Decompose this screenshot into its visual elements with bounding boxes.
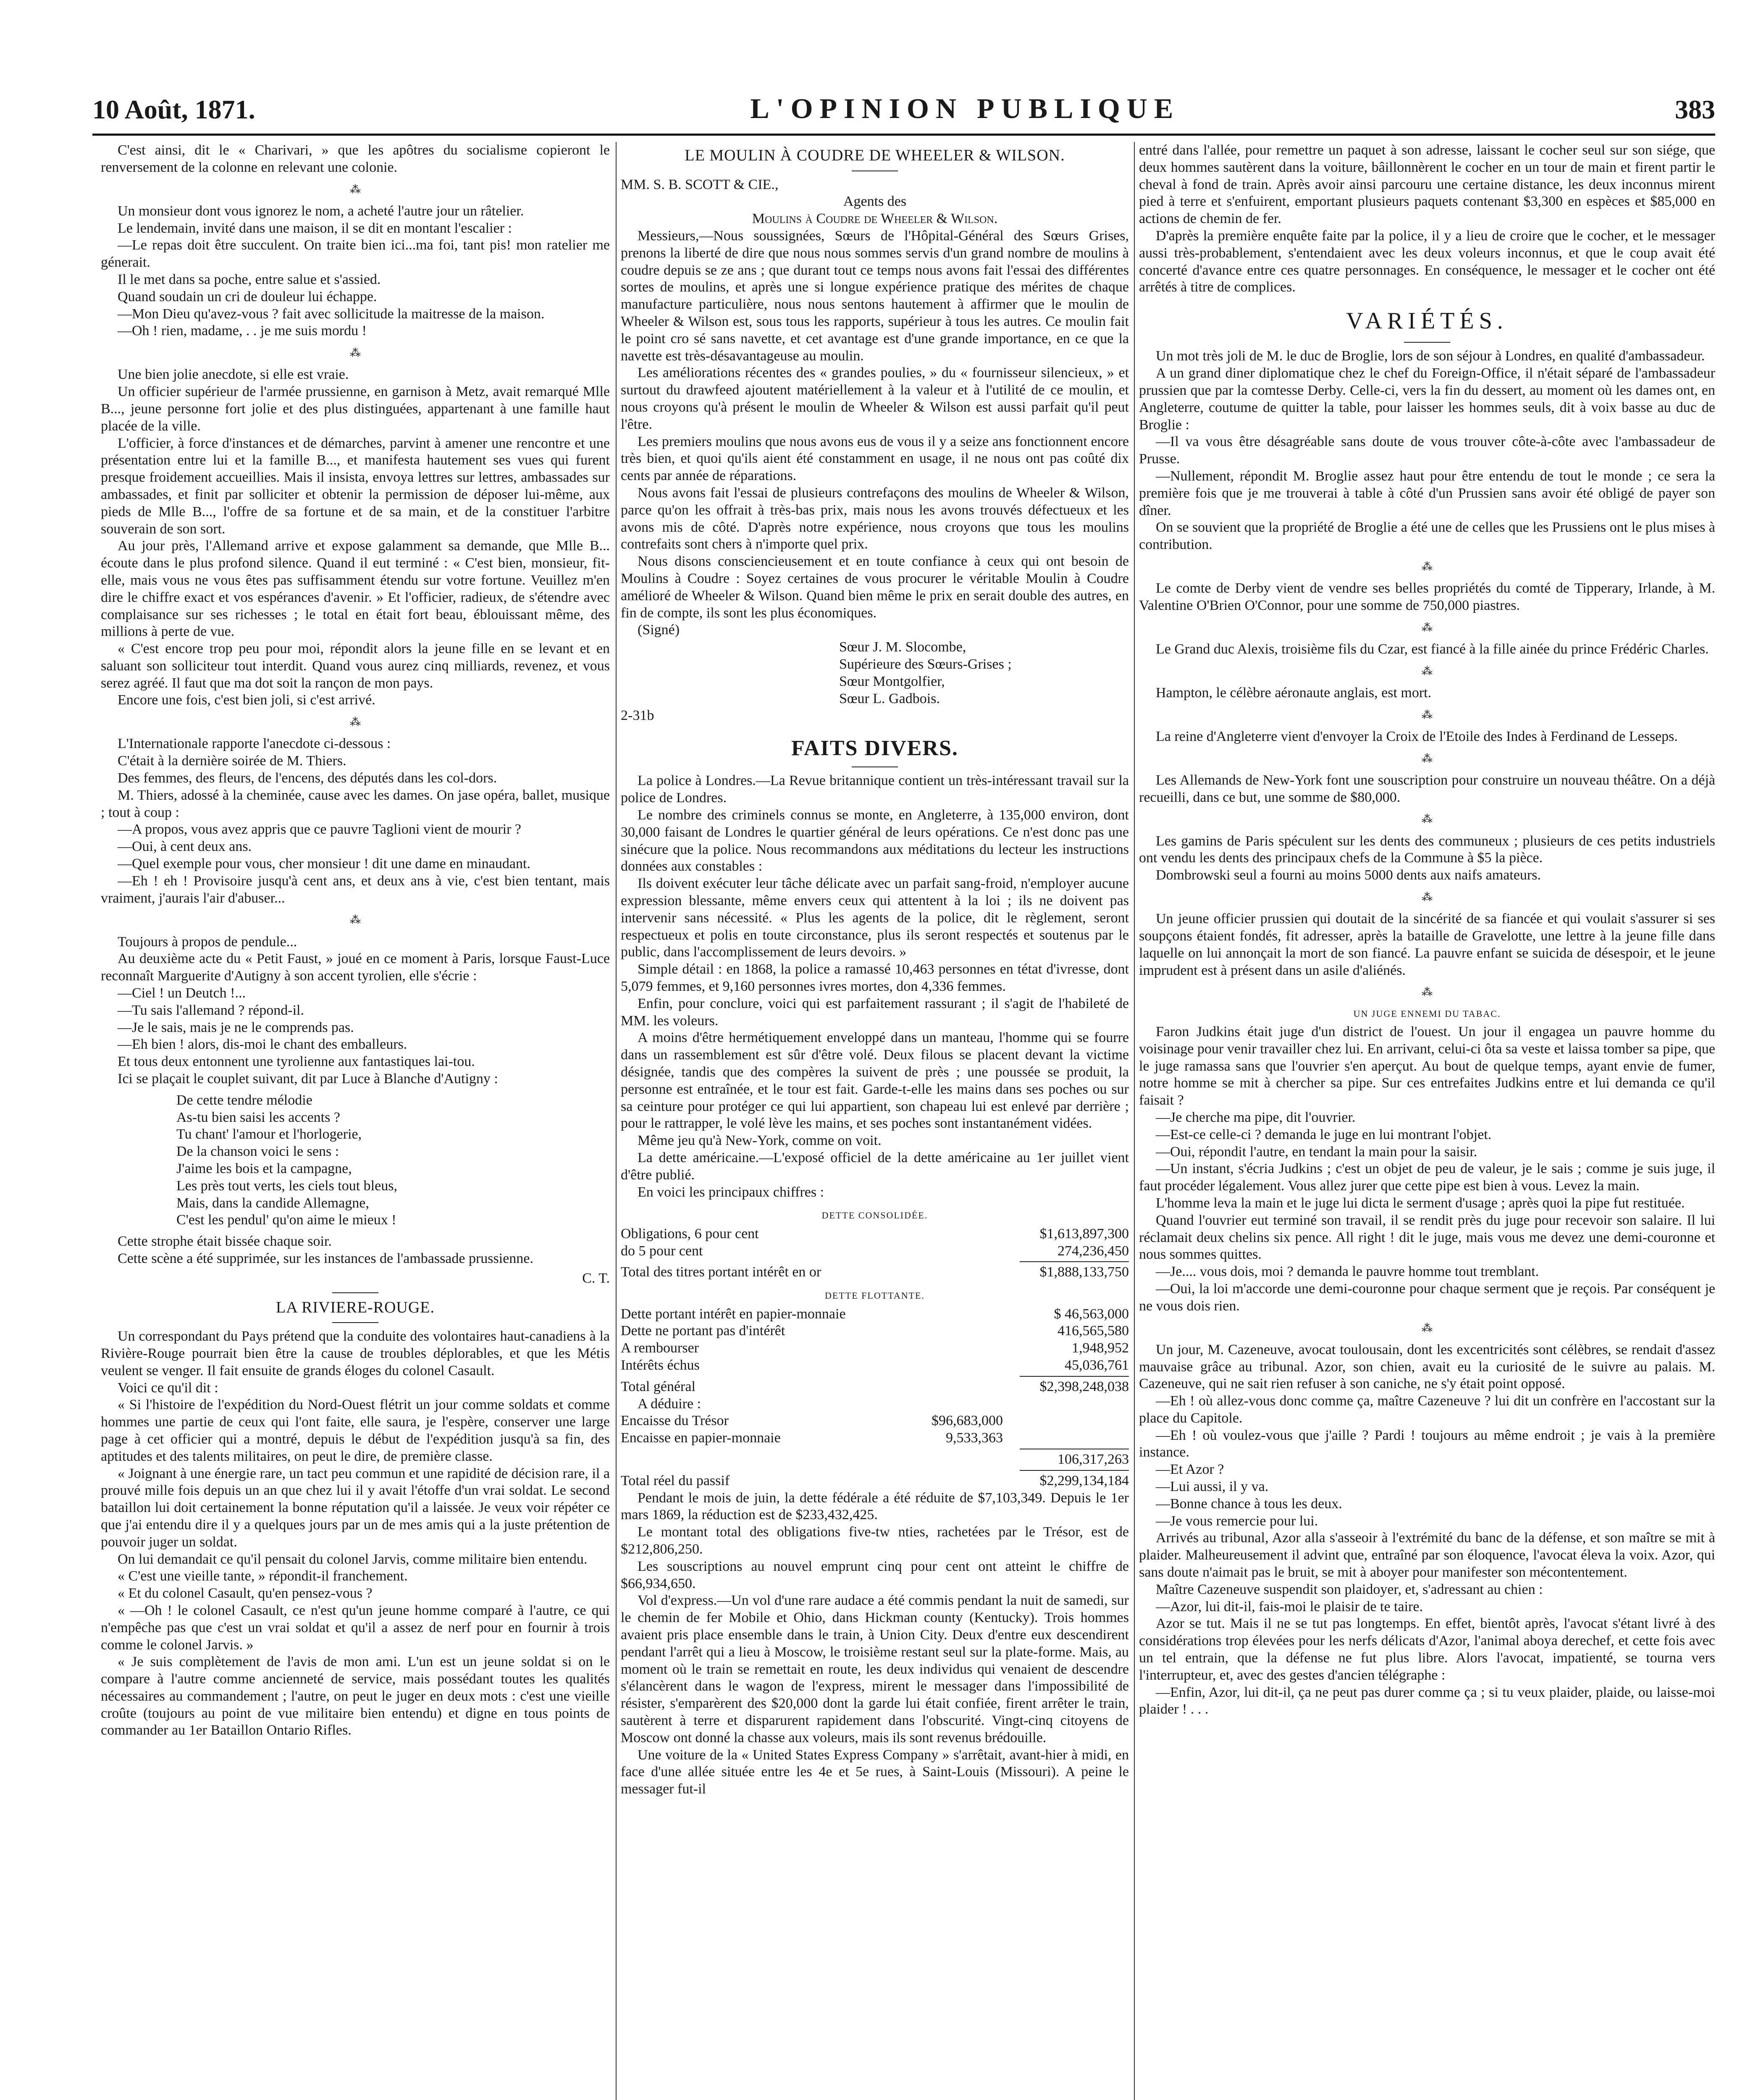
section-separator: ⁂ bbox=[1422, 813, 1433, 826]
paragraph: « Si l'histoire de l'expédition du Nord-Ouest flétrit un jour comme soldats et comme hommes une partie de ceux qui l'ont faite, elle saura, je l'espère, conserver une large page à cet officier qui a montré, depuis le début de l'expédition jusqu'à sa fin, des aptitudes et des talents militaires, on peut le dire, de première classe. bbox=[101, 1397, 610, 1464]
signer: Sœur L. Gadbois. bbox=[839, 690, 940, 706]
paragraph: A déduire : bbox=[638, 1396, 701, 1412]
table-row bbox=[621, 1412, 1003, 1430]
table-title: DETTE CONSOLIDÉE. bbox=[821, 1210, 928, 1221]
paragraph: Faron Judkins était juge d'un district de l'ouest. Un jour il engagea un pauvre homme du voisinage pour venir travailler chez lui. En arrivant, celui-ci ôta sa veste et laissa tomber sa pipe, que le juge ramassa sans que l'ouvrier s'en aperçut. Au bout de quelque temps, ayant envie de fumer, notre homme se mit à chercher sa pipe. Sur ces entrefaites Judkins entre et lui demanda ce qu'il faisait ? bbox=[1139, 1024, 1715, 1108]
sum-rule bbox=[1020, 1470, 1129, 1471]
column-divider bbox=[616, 142, 617, 2100]
ad-reference: 2-31b bbox=[621, 708, 654, 724]
paragraph: Le nombre des criminels connus se monte, en Angleterre, à 135,000 environ, dont 30,000 faisant de Londres le quartier général de leurs opérations. Ce n'est donc pas une sinécure que la police. Nous recommandons aux méditations du lecteur les instructions données aux constables : bbox=[621, 807, 1129, 874]
paragraph: —Est-ce celle-ci ? demanda le juge en lui montrant l'objet. bbox=[1156, 1126, 1492, 1142]
paragraph: L'homme leva la main et le juge lui dicta le serment d'usage ; après quoi la pipe fut restituée. bbox=[1156, 1195, 1685, 1211]
verse-line: C'est les pendul' qu'on aime le mieux ! bbox=[176, 1212, 396, 1228]
verse-line: De cette tendre mélodie bbox=[176, 1092, 312, 1108]
signer: Supérieure des Sœurs-Grises ; bbox=[839, 656, 1012, 672]
paragraph: On se souvient que la propriété de Broglie a été une de celles que les Prussiens ont le plus mises à contribution. bbox=[1139, 520, 1715, 553]
row-value: 274,236,450 bbox=[1058, 1243, 1129, 1259]
paragraph: —Nullement, répondit M. Broglie assez haut pour être entendu de tout le monde ; ce sera la première fois que je me trouverai à table à côté d'un Prussien sans avoir été obligé de payer son dîner. bbox=[1139, 468, 1715, 518]
paragraph: Ils doivent exécuter leur tâche délicate avec un parfait sang-froid, n'employer aucune expression blessante, même envers ceux qui attentent à la loi ; ils ne doivent pas intervenir sans nécessité. « Plus les agents de la police, dit le règlement, seront respectueux et polis en toute circonstance, plus ils seront respectés et soutenus par le public, dans l'accomplissement de leurs devoirs. » bbox=[621, 876, 1129, 960]
table-row bbox=[621, 1226, 1129, 1243]
paragraph: —Mon Dieu qu'avez-vous ? fait avec sollicitude la maitresse de la maison. bbox=[118, 306, 545, 322]
paragraph: « Joignant à une énergie rare, un tact peu commun et une rapidité de décision rare, il a prouvé mille fois depuis un an que chez lui il y avait l'étoffe d'un vrai soldat. Le second bataillon lui doit certainement la bonne réputation qu'il a laissée. Je veux voir répéter ce que j'ai entendu dire il y a quelques jours par un de mes amis qui a la juste prétention de pouvoir juger un soldat. bbox=[101, 1465, 610, 1550]
separator-rule bbox=[332, 1292, 378, 1293]
sum-rule bbox=[1020, 1376, 1129, 1377]
paragraph: On lui demandait ce qu'il pensait du colonel Jarvis, comme militaire bien entendu. bbox=[118, 1551, 588, 1567]
row-value: 416,565,580 bbox=[1058, 1323, 1129, 1339]
verse-line: J'aime les bois et la campagne, bbox=[176, 1160, 352, 1176]
row-value: $ 46,563,000 bbox=[1054, 1306, 1129, 1322]
row-label: Intérêts échus bbox=[621, 1357, 700, 1373]
table-row bbox=[621, 1243, 1129, 1260]
section-separator: ⁂ bbox=[350, 716, 361, 729]
verse-line: Mais, dans la candide Allemagne, bbox=[176, 1195, 369, 1211]
verse-line: De la chanson voici le sens : bbox=[176, 1144, 339, 1160]
section-separator: ⁂ bbox=[350, 914, 361, 927]
paragraph: —Oui, à cent deux ans. bbox=[118, 839, 252, 855]
paragraph: Messieurs,—Nous soussignées, Sœurs de l'Hôpital-Général des Sœurs Grises, prenons la liberté de dire que nous nous sommes servis d'un grand nombre de moulins à coudre depuis se ze ans ; que durant tout ce temps nous avons fait l'essai des différentes sortes de moulins, et après une si longue expérience pratique des mérites de chaque manufacture particulière, nous nous sentons hautement à affirmer que le moulin de Wheeler & Wilson est, sous tous les rapports, supérieur à tous les autres. Ce moulin fait le point cro sé sans navette, et cet avantage est d'une grande importance, en ce que la navette est très-désavantageuse au moulin. bbox=[621, 228, 1129, 364]
paragraph: Enfin, pour conclure, voici qui est parfaitement rassurant ; il s'agit de l'habileté de MM. les voleurs. bbox=[621, 995, 1129, 1029]
paragraph: Au deuxième acte du « Petit Faust, » joué en ce moment à Paris, lorsque Faust-Luce reconnaît Marguerite d'Autigny à son accent tyrolien, elle s'écrie : bbox=[101, 951, 610, 984]
section-title: FAITS DIVERS. bbox=[791, 736, 958, 761]
paragraph: —Azor, lui dit-il, fais-moi le plaisir de te taire. bbox=[1156, 1599, 1423, 1614]
paragraph: Simple détail : en 1868, la police a ramassé 10,463 personnes en tétat d'ivresse, dont 5,079 femmes, et 9,160 personnes ivres mortes, don 4,336 femmes. bbox=[621, 961, 1129, 995]
row-value: 45,036,761 bbox=[1065, 1357, 1129, 1373]
paragraph: Il le met dans sa poche, entre salue et s'assied. bbox=[118, 271, 381, 287]
column-3 bbox=[1139, 142, 1715, 2100]
agents-line: Moulins à Coudre de Wheeler & Wilson. bbox=[752, 211, 998, 227]
paragraph: La police à Londres.—La Revue britannique contient un très-intéressant travail sur la police de Londres. bbox=[621, 773, 1129, 806]
paragraph: « —Oh ! le colonel Casault, ce n'est qu'un jeune homme comparé à l'autre, ce qui n'empêche pas que c'est un vrai soldat et qu'il a assez de nerf pour en fournir à trois comme le colonel Jarvis. » bbox=[101, 1602, 610, 1653]
section-separator: ⁂ bbox=[1422, 709, 1433, 721]
paragraph: Le comte de Derby vient de vendre ses belles propriétés du comté de Tipperary, Irlande, à M. Valentine O'Brien O'Connor, pour une somme de 750,000 piastres. bbox=[1139, 580, 1715, 613]
paragraph: Quand l'ouvrier eut terminé son travail, il se rendit près du juge pour recevoir son salaire. Il lui réclamait deux chelins six pence. All right ! dit le juge, mais vous me devez une demi-couronne et nous sommes quittes. bbox=[1139, 1212, 1715, 1263]
masthead bbox=[92, 86, 1715, 126]
signer: Sœur Montgolfier, bbox=[839, 673, 945, 689]
paragraph: —Je.... vous dois, moi ? demanda le pauvre homme tout tremblant. bbox=[1156, 1264, 1539, 1280]
section-separator: ⁂ bbox=[1422, 752, 1433, 765]
section-separator: ⁂ bbox=[1422, 560, 1433, 573]
paragraph: —Il va vous être désagréable sans doute de vous trouver côte-à-côte avec l'ambassadeur de Prusse. bbox=[1139, 434, 1715, 467]
paragraph: Dombrowski seul a fourni au moins 5000 dents aux naifs amateurs. bbox=[1156, 867, 1541, 883]
paragraph: Même jeu qu'à New-York, comme on voit. bbox=[638, 1133, 882, 1149]
row-label: Encaisse du Trésor bbox=[621, 1413, 729, 1429]
paragraph: Pendant le mois de juin, la dette fédérale a été réduite de $7,103,349. Depuis le 1er mars 1869, la réduction est de $233,432,425. bbox=[621, 1490, 1129, 1523]
paragraph: Nous disons consciencieusement et en toute confiance à ceux qui ont besoin de Moulins à Coudre : Soyez certaines de vous procurer le véritable Moulin à Coudre amélioré de Wheeler & Wilson. Quand bien même le prix en serait double des autres, en fin de compte, ils sont les plus économiques. bbox=[621, 554, 1129, 621]
masthead-rule bbox=[92, 134, 1715, 136]
paragraph: Encore une fois, c'est bien joli, si c'est arrivé. bbox=[118, 692, 375, 708]
row-label: Dette ne portant pas d'intérêt bbox=[621, 1323, 785, 1339]
signed-note: (Signé) bbox=[638, 622, 680, 638]
separator-rule bbox=[1404, 342, 1450, 343]
section-separator: ⁂ bbox=[1422, 1322, 1433, 1334]
row-label: Obligations, 6 pour cent bbox=[621, 1226, 759, 1242]
paragraph: —Oui, la loi m'accorde une demi-couronne pour chaque serment que je reçois. Par conséquent je ne vous dois rien. bbox=[1139, 1281, 1715, 1314]
paragraph: « Je suis complètement de l'avis de mon ami. L'un est un jeune soldat si on le compare à l'autre comme ancienneté de service, mais possédant toutes les qualités nécessaires au commandement ; l'autre, on peut le juger en deux mots : c'est une vieille croûte (toujours au point de vue militaire bien entendu) et digne en tous points de commander au 1er Bataillon Ontario Rifles. bbox=[101, 1654, 610, 1738]
paragraph: Vol d'express.—Un vol d'une rare audace a été commis pendant la nuit de samedi, sur le chemin de fer Mobile et Ohio, dans Hickman county (Kentucky). Trois hommes avaient pris place ensemble dans le train, à Union City. Deux d'entre eux descendirent pendant l'arrêt qui a lieu à Moscow, le troisième restant seul sur la plate-forme. Mais, au moment où le train se remettait en route, les deux individus qui venaient de descendre s'élancèrent dans le wagon de l'express, mirent le messager dans l'impossibilité de résister, s'emparèrent des $20,000 dont la garde lui était confiée, firent arrêter le train, sautèrent à terre et disparurent rapidement dans l'obscurité. Vingt-cinq citoyens de Moscow ont donné la chasse aux voleurs, mais ils sont revenus brédouille. bbox=[621, 1593, 1129, 1746]
paragraph: Le montant total des obligations five-tw nties, rachetées par le Trésor, est de $212,806,250. bbox=[621, 1524, 1129, 1557]
paragraph: M. Thiers, adossé à la cheminée, cause avec les dames. On jase opéra, ballet, musique ; tout à coup : bbox=[101, 787, 610, 820]
signature: C. T. bbox=[582, 1270, 610, 1286]
paragraph: D'après la première enquête faite par la police, il y a lieu de croire que le cocher, et le messager aussi très-probablement, s'entendaient avec les deux voleurs inconnus, et que le coup avait été concerté d'avance entre ces quatre personnages. En conséquence, le messager et le cocher ont été arrêtés à titre de complices. bbox=[1139, 228, 1715, 295]
row-label: Total général bbox=[621, 1378, 695, 1394]
paragraph: —Et Azor ? bbox=[1156, 1462, 1224, 1478]
paragraph: —Je cherche ma pipe, dit l'ouvrier. bbox=[1156, 1109, 1356, 1125]
signers bbox=[839, 639, 1129, 707]
row-value: $1,613,897,300 bbox=[1039, 1226, 1129, 1242]
paragraph: Voici ce qu'il dit : bbox=[118, 1380, 218, 1396]
row-value: $1,888,133,750 bbox=[1039, 1264, 1129, 1280]
paragraph: La reine d'Angleterre vient d'envoyer la Croix de l'Etoile des Indes à Ferdinand de Lesseps. bbox=[1156, 728, 1678, 744]
paragraph: —Quel exemple pour vous, cher monsieur ! dit une dame en minaudant. bbox=[118, 856, 530, 872]
column-2 bbox=[621, 142, 1129, 2100]
paragraph: Les Allemands de New-York font une souscription pour construire un nouveau théâtre. On a déjà recueilli, dans ce but, une somme de $80,000. bbox=[1139, 772, 1715, 805]
paragraph: Cette strophe était bissée chaque soir. bbox=[118, 1234, 332, 1250]
table-row bbox=[621, 1306, 1129, 1323]
paragraph: A moins d'être hermétiquement enveloppé dans un manteau, l'homme qui se fourre dans un rassemblement est sûr d'être volé. Deux filous se placent devant la victime désignée, tandis que des compères la suivent de près ; une poussée se produit, la personne est entraînée, et le tour est fait. Garde-t-elle les mains dans ses poches ou sur sa ceinture pour protéger ce qui lui appartient, son chapeau lui est enlevé par derrière ; pour le rattrapper, le volé lève les mains, et ses poches sont instantanément vidées. bbox=[621, 1030, 1129, 1131]
paragraph: Un jour, M. Cazeneuve, avocat toulousain, dont les excentricités sont célèbres, se rendait d'assez mauvaise grâce au tribunal. Azor, son chien, avait eu la curiosité de le suivre au palais. M. Cazeneuve, qui ne sait rien refuser à son caniche, ne s'y était point opposé. bbox=[1139, 1341, 1715, 1392]
paragraph: Azor se tut. Mais il ne se tut pas longtemps. En effet, bientôt après, l'avocat s'étant livré à des considérations trop élevées pour les nerfs délicats d'Azor, l'animal aboya derechef, et cette fois avec un tel entrain, que la défense ne fut plus libre. Alors l'avocat, impatienté, se tourna vers l'interrupteur, et, avec des gestes d'ancien télégraphe : bbox=[1139, 1616, 1715, 1683]
paragraph: —Eh ! où allez-vous donc comme ça, maître Cazeneuve ? lui dit un confrère en l'accostant sur la place du Capitole. bbox=[1139, 1393, 1715, 1426]
paragraph: C'était à la dernière soirée de M. Thiers. bbox=[118, 753, 346, 769]
paragraph: Le lendemain, invité dans une maison, il se dit en montant l'escalier : bbox=[118, 220, 512, 236]
paragraph: —Oh ! rien, madame, . . je me suis mordu ! bbox=[118, 323, 367, 339]
row-label: do 5 pour cent bbox=[621, 1243, 703, 1259]
paragraph: —Lui aussi, il y va. bbox=[1156, 1479, 1269, 1495]
row-value: $96,683,000 bbox=[932, 1413, 1003, 1429]
paragraph: Nous avons fait l'essai de plusieurs contrefaçons des moulins de Wheeler & Wilson, parce qu'on les offrait à très-bas prix, mais nous les avons trouvés défectueux et les avons mis de côté. D'après notre expérience, nous croyons que tous les moulins contrefaits sont chers à n'importe quel prix. bbox=[621, 485, 1129, 552]
paragraph: —Eh ! où voulez-vous que j'aille ? Pardi ! toujours au même endroit ; je vais à la première instance. bbox=[1139, 1427, 1715, 1460]
paragraph: L'Internationale rapporte l'anecdote ci-dessous : bbox=[118, 736, 391, 752]
paragraph: « C'est encore trop peu pour moi, répondit alors la jeune fille en se levant et en saluant son solliciteur tout interdit. Quand vous aurez cinq milliards, revenez, et vous serez agréé. Il faut que ma dot soit la rançon de mon pays. bbox=[101, 641, 610, 691]
separator-rule bbox=[852, 766, 898, 767]
row-value: 1,948,952 bbox=[1072, 1340, 1129, 1356]
paragraph: —A propos, vous avez appris que ce pauvre Taglioni vient de mourir ? bbox=[118, 822, 522, 837]
paragraph: Des femmes, des fleurs, de l'encens, des députés dans les col-dors. bbox=[118, 770, 497, 786]
paragraph: —Je le sais, mais je ne le comprends pas. bbox=[118, 1019, 354, 1035]
paragraph: Et tous deux entonnent une tyrolienne aux fantastiques lai-tou. bbox=[118, 1054, 475, 1070]
article-title: LE MOULIN À COUDRE DE WHEELER & WILSON. bbox=[685, 147, 1065, 164]
paragraph: Une bien jolie anecdote, si elle est vraie. bbox=[118, 367, 349, 383]
column-1 bbox=[101, 142, 610, 2100]
table-row bbox=[621, 1323, 1129, 1340]
row-value: 9,533,363 bbox=[946, 1430, 1003, 1446]
issue-date: 10 Août, 1871. bbox=[92, 94, 255, 125]
paragraph: Les souscriptions au nouvel emprunt cinq pour cent ont atteint le chiffre de $66,934,650. bbox=[621, 1558, 1129, 1591]
paragraph: Le Grand duc Alexis, troisième fils du Czar, est fiancé à la fille ainée du prince Frédéric Charles. bbox=[1156, 641, 1709, 657]
paragraph: Hampton, le célèbre aéronaute anglais, est mort. bbox=[1156, 685, 1432, 701]
paragraph: —Bonne chance à tous les deux. bbox=[1156, 1496, 1342, 1512]
section-separator: ⁂ bbox=[350, 347, 361, 360]
page-number: 383 bbox=[1674, 94, 1715, 125]
paragraph: —Eh ! eh ! Provisoire jusqu'à cent ans, et deux ans à vie, c'est bien tentant, mais vraiment, j'aurais l'air d'abuser... bbox=[101, 873, 610, 906]
paragraph: Arrivés au tribunal, Azor alla s'asseoir à l'extrémité du banc de la défense, et son maître se mit à plaider. Malheureusement il advint que, entraîné par son éloquence, l'avocat éleva la voix. Azor, qui sans doute n'aimait pas le bruit, se mit à aboyer pour manifester son mécontentement. bbox=[1139, 1530, 1715, 1580]
paragraph: Cette scène a été supprimée, sur les instances de l'ambassade prussienne. bbox=[118, 1250, 533, 1266]
paragraph: Au jour près, l'Allemand arrive et expose galamment sa demande, que Mlle B... écoute dans le plus profond silence. Quand il eut terminé : « C'est bien, monsieur, fit-elle, mais vous ne vous êtes pas suffisamment étendu sur votre fortune. Veuillez m'en dire le chiffre exact et vos espérances d'avenir. » Et l'officier, radieux, de s'étendre avec complaisance sur ses richesses ; le total en était fort beau, éblouissant même, des millions à perte de vue. bbox=[101, 538, 610, 640]
paragraph: « Et du colonel Casault, qu'en pensez-vous ? bbox=[118, 1586, 373, 1601]
section-separator: ⁂ bbox=[1422, 891, 1433, 904]
verse-line: Tu chant' l'amour et l'horlogerie, bbox=[176, 1126, 362, 1142]
paragraph: Un correspondant du Pays prétend que la conduite des volontaires haut-canadiens à la Rivière-Rouge pourrait bien être la cause de troubles déplorables, et que les Métis veulent se venger. Il fait ensuite de grands éloges du colonel Casault. bbox=[101, 1328, 610, 1378]
paragraph: Les premiers moulins que nous avons eus de vous il y a seize ans fonctionnent encore très bien, et quoi qu'ils aient été constamment en usage, il ne nous ont pas coûté dix cents par année de réparations. bbox=[621, 433, 1129, 484]
section-separator: ⁂ bbox=[1422, 665, 1433, 677]
song-verse bbox=[176, 1092, 610, 1229]
paragraph: —Oui, répondit l'autre, en tendant la main pour la saisir. bbox=[1156, 1144, 1477, 1160]
article-title: LA RIVIERE-ROUGE. bbox=[276, 1298, 435, 1316]
paragraph: Quand soudain un cri de douleur lui échappe. bbox=[118, 289, 377, 304]
paragraph: Toujours à propos de pendule... bbox=[118, 934, 297, 950]
deduction-total: 106,317,263 bbox=[1058, 1451, 1129, 1467]
paragraph: Un jeune officier prussien qui doutait de la sincérité de sa fiancée et qui voulait s'assurer si ses soupçons étaient fondés, fit adresser, après la bataille de Gravelotte, une lettre à la jeune fille dans laquelle on lui annonçait la mort de son fiancé. La pauvre enfant se suicida de désespoir, et le jeune imprudent est à présent dans un asile d'aliénés. bbox=[1139, 911, 1715, 978]
agents-line: Agents des bbox=[843, 194, 907, 210]
table-row bbox=[621, 1430, 1003, 1447]
paragraph: —Ciel ! un Deutch !... bbox=[118, 985, 246, 1001]
paragraph: A un grand diner diplomatique chez le chef du Foreign-Office, il n'était séparé de l'ambassadeur prussien que par la comtesse Derby. Celle-ci, vers la fin du dessert, au moment où les dames ont, en Angleterre, coutume de quitter la table, pour laisser les hommes seuls, dit à voix basse au duc de Broglie : bbox=[1139, 365, 1715, 433]
row-label: A rembourser bbox=[621, 1340, 699, 1356]
column-divider bbox=[1134, 142, 1135, 2100]
section-separator: ⁂ bbox=[350, 183, 361, 196]
table-row bbox=[621, 1340, 1129, 1357]
paragraph: —Le repas doit être succulent. On traite bien ici...ma foi, tant pis! mon ratelier me génerait. bbox=[101, 237, 610, 270]
paragraph: —Un instant, s'écria Judkins ; c'est un objet de peu de valeur, je le sais ; comme je suis juge, il faut procéder légalement. Vous allez jurer que cette pipe est bien à vous. Levez la main. bbox=[1139, 1161, 1715, 1194]
table-total-row bbox=[621, 1473, 1129, 1490]
paragraph: Maître Cazeneuve suspendit son plaidoyer, et, s'adressant au chien : bbox=[1156, 1581, 1543, 1597]
section-title: VARIÉTÉS. bbox=[1346, 308, 1508, 334]
subsection-title: UN JUGE ENNEMI DU TABAC. bbox=[1353, 1008, 1501, 1019]
paragraph: Les gamins de Paris spéculent sur les dents des communeux ; plusieurs de ces petits industriels ont vendu les dents des principaux chefs de la Commune à $5 la pièce. bbox=[1139, 833, 1715, 866]
newspaper-title: L'OPINION PUBLIQUE bbox=[750, 92, 1180, 125]
row-label: Total des titres portant intérêt en or bbox=[621, 1264, 821, 1280]
paragraph: « C'est une vieille tante, » répondit-il franchement. bbox=[118, 1568, 408, 1584]
paragraph: C'est ainsi, dit le « Charivari, » que les apôtres du socialisme copieront le renversement de la colonne en relevant une colonie. bbox=[101, 142, 610, 175]
paragraph: Un mot très joli de M. le duc de Broglie, lors de son séjour à Londres, en qualité d'ambassadeur. bbox=[1156, 348, 1705, 364]
table-total-row bbox=[621, 1378, 1129, 1396]
paragraph: L'officier, à force d'instances et de démarches, parvint à amener une rencontre et une présentation entre lui et la famille B..., et manifesta hautement ses vues qui furent presque froidement accueillies. Mais il insista, envoya lettres sur lettres, ambassades sur ambassades, et finit par solliciter et obtenir la permission de déposer lui-même, aux pieds de Mlle B..., l'offre de sa fortune et de sa main, et de la constituer l'arbitre souverain de son sort. bbox=[101, 435, 610, 537]
paragraph: Ici se plaçait le couplet suivant, dit par Luce à Blanche d'Autigny : bbox=[118, 1071, 498, 1087]
paragraph: La dette américaine.—L'exposé officiel de la dette américaine au 1er juillet vient d'être publié. bbox=[621, 1150, 1129, 1183]
paragraph: —Eh bien ! alors, dis-moi le chant des emballeurs. bbox=[118, 1037, 407, 1053]
verse-line: As-tu bien saisi les accents ? bbox=[176, 1109, 340, 1125]
row-value: $2,398,248,038 bbox=[1039, 1378, 1129, 1394]
row-value: $2,299,134,184 bbox=[1039, 1473, 1129, 1488]
row-label: Encaisse en papier-monnaie bbox=[621, 1430, 781, 1446]
row-label: Dette portant intérêt en papier-monnaie bbox=[621, 1306, 846, 1322]
verse-line: Les près tout verts, les ciels tout bleus, bbox=[176, 1178, 397, 1194]
paragraph: —Je vous remercie pour lui. bbox=[1156, 1513, 1318, 1529]
paragraph: En voici les principaux chiffres : bbox=[638, 1184, 824, 1200]
paragraph: Les améliorations récentes des « grandes poulies, » du « fournisseur silencieux, » et surtout du drawfeed ajoutent matériellement à la valeur et à l'utilité de ce moulin, et nous croyons qu'à présent le moulin de Wheeler & Wilson est aussi parfait qu'il peut l'être. bbox=[621, 365, 1129, 432]
row-label: Total réel du passif bbox=[621, 1473, 730, 1488]
paragraph: Un monsieur dont vous ignorez le nom, a acheté l'autre jour un râtelier. bbox=[118, 203, 524, 219]
addressee: MM. S. B. SCOTT & CIE., bbox=[621, 176, 779, 192]
section-separator: ⁂ bbox=[1422, 986, 1433, 999]
separator-rule bbox=[332, 1322, 378, 1323]
paragraph: —Tu sais l'allemand ? répond-il. bbox=[118, 1002, 304, 1018]
signer: Sœur J. M. Slocombe, bbox=[839, 639, 966, 655]
table-total-row bbox=[621, 1264, 1129, 1281]
paragraph: Un officier supérieur de l'armée prussienne, en garnison à Metz, avait remarqué Mlle B..., jeune personne fort jolie et des plus distinguées, appartenant à une famille haut placée de la ville. bbox=[101, 384, 610, 434]
sum-rule bbox=[1020, 1261, 1129, 1262]
table-row bbox=[621, 1357, 1129, 1374]
paragraph: Une voiture de la « United States Express Company » s'arrêtait, avant-hier à midi, en face d'une allée située entre les 4e et 5e rues, à Saint-Louis (Missouri). A peine le messager fut-il bbox=[621, 1747, 1129, 1797]
section-separator: ⁂ bbox=[1422, 621, 1433, 634]
paragraph: entré dans l'allée, pour remettre un paquet à son adresse, laissant le cocher seul sur son siége, que deux hommes sautèrent dans la voiture, bâillonnèrent le cocher en un tour de main et firent partir le cheval à fond de train. Après avoir ainsi parcouru une certaine distance, les deux inconnus mirent pied à terre et s'enfuirent, emportant plusieurs paquets contenant $3,300 en espèces et $85,000 en actions de chemin de fer. bbox=[1139, 142, 1715, 227]
paragraph: —Enfin, Azor, lui dit-il, ça ne peut pas durer comme ça ; si tu veux plaider, plaide, ou laisse-moi plaider ! . . . bbox=[1139, 1684, 1715, 1717]
table-title: DETTE FLOTTANTE. bbox=[825, 1290, 925, 1301]
